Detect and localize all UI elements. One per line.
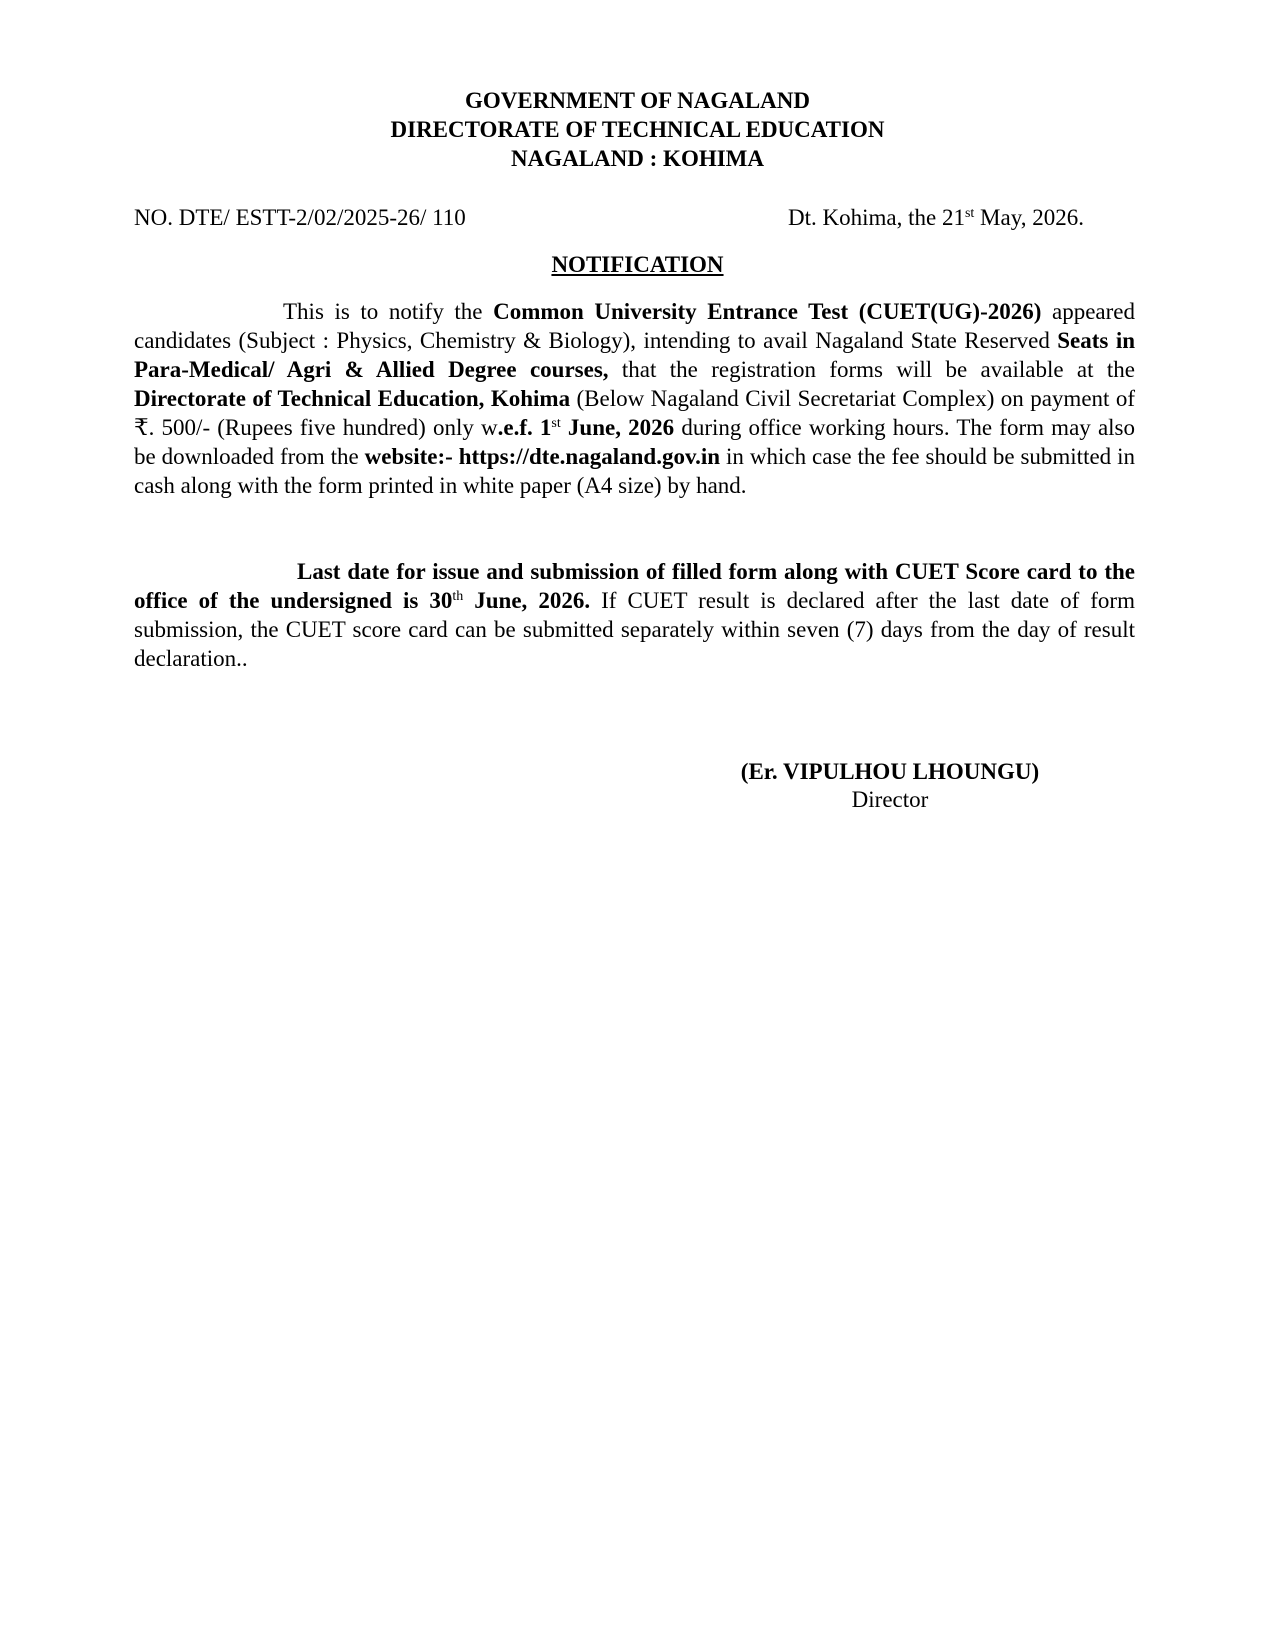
- text-segment: appeared candidates (Subject : Physics, Chemistry & Biology), intending to avail Nagaland State Reserved: [134, 299, 1135, 353]
- letterhead-location: NAGALAND : KOHIMA: [511, 146, 764, 171]
- seats-description: Seats in Para-Medical/ Agri & Allied Degree courses,: [134, 328, 1135, 382]
- date-prefix: Dt. Kohima, the 21: [788, 205, 965, 230]
- last-date-ordinal: th: [452, 589, 464, 604]
- text-segment: that the registration forms will be available at the: [608, 357, 1135, 382]
- start-date-month: June, 2026: [560, 415, 675, 440]
- start-date-bold: .e.f. 1: [497, 415, 552, 440]
- text-segment: If CUET result is declared after the last date of form submission, the CUET score card can be submitted separately within seven (7) days from the day of result declaration..: [134, 588, 1135, 671]
- notification-paragraph-2: [134, 557, 1135, 673]
- document-title: NOTIFICATION: [551, 252, 724, 277]
- notification-paragraph-1: [134, 297, 1135, 500]
- reference-date: [788, 203, 1084, 232]
- letterhead: [0, 86, 1275, 173]
- website-link[interactable]: website:- https://dte.nagaland.gov.in: [364, 444, 721, 469]
- signatory-designation: Director: [851, 787, 929, 812]
- text-segment: during office working hours. The form may also be downloaded from the: [134, 415, 1136, 469]
- reference-number: NO. DTE/ ESTT-2/02/2025-26/ 110: [134, 205, 466, 230]
- start-date-ordinal: st: [551, 416, 561, 431]
- signature-block: [680, 758, 1100, 814]
- signatory-name: (Er. VIPULHOU LHOUNGU): [740, 759, 1040, 784]
- text-segment: in which case the fee should be submitted in cash along with the form printed in white paper (A4 size) by hand.: [134, 444, 1135, 498]
- letterhead-directorate: DIRECTORATE OF TECHNICAL EDUCATION: [390, 117, 885, 142]
- exam-name: Common University Entrance Test (CUET(UG)-2026): [493, 299, 1042, 324]
- letterhead-government: GOVERNMENT OF NAGALAND: [464, 88, 810, 113]
- text-segment: This is to notify the: [283, 299, 494, 324]
- last-date-month: June, 2026.: [463, 588, 591, 613]
- last-date-statement: Last date for issue and submission of filled form along with CUET Score card to the office of the undersigned is 30: [134, 559, 1135, 613]
- date-ordinal: st: [964, 206, 975, 221]
- text-segment: (Below Nagaland Civil Secretariat Complex) on payment of ₹. 500/- (Rupees five hundred) only w: [134, 386, 1135, 440]
- date-suffix: May, 2026.: [974, 205, 1084, 230]
- office-name: Directorate of Technical Education, Kohima: [134, 386, 571, 411]
